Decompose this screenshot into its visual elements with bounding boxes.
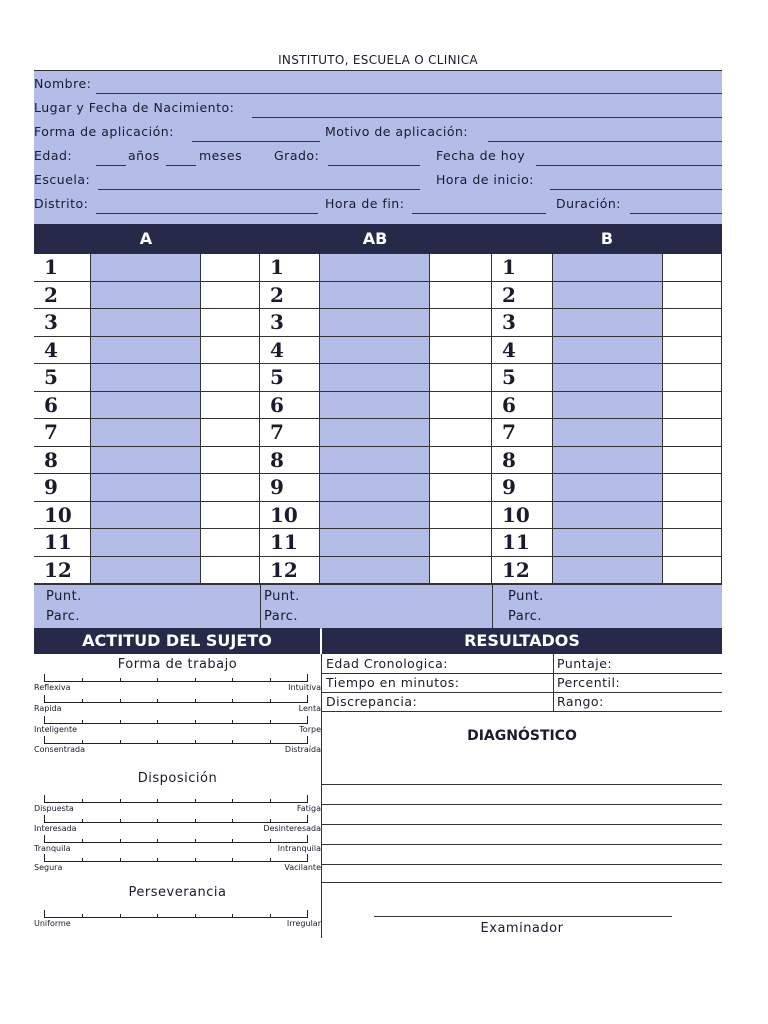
score-cell-ab[interactable]: [430, 447, 492, 475]
score-cell-ab[interactable]: [430, 474, 492, 502]
scale-right-label: Irregular: [286, 919, 321, 928]
scale-tick: [157, 720, 158, 723]
lugar-fecha-label: Lugar y Fecha de Nacimiento:: [34, 100, 235, 115]
score-cell-ab[interactable]: [430, 419, 492, 447]
score-cell-ab[interactable]: [430, 392, 492, 420]
item-number-cell-a: [34, 474, 91, 502]
item-number: 12: [502, 557, 530, 582]
response-cell-b[interactable]: [553, 419, 663, 447]
scale-tick: [157, 699, 158, 702]
anos-field[interactable]: [96, 165, 126, 166]
item-number-cell-b: [492, 254, 553, 282]
punt-label-b: Punt.: [508, 589, 544, 604]
rating-scale[interactable]: [44, 736, 308, 744]
edad-cronologica-label: Edad Cronologica:: [326, 656, 448, 671]
scale-tick: [270, 799, 271, 802]
scale-tick: [120, 699, 121, 702]
scale-tick: [270, 699, 271, 702]
scale-tick: [120, 914, 121, 917]
duracion-label: Duración:: [556, 196, 621, 211]
item-number-cell-a: [34, 392, 91, 420]
item-number: 2: [270, 282, 284, 307]
scale-tick: [195, 819, 196, 822]
item-number-cell-ab: [260, 529, 320, 557]
response-cell-a[interactable]: [91, 419, 201, 447]
fecha-hoy-field[interactable]: [536, 165, 722, 166]
response-cell-ab[interactable]: [320, 254, 430, 282]
hora-fin-field[interactable]: [412, 213, 546, 214]
diagnostico-line-6[interactable]: [322, 882, 722, 883]
score-cell-a[interactable]: [201, 309, 260, 337]
rating-scale[interactable]: [44, 795, 308, 803]
score-cell-a[interactable]: [201, 337, 260, 365]
rating-scale[interactable]: [44, 716, 308, 724]
item-number: 3: [270, 310, 284, 334]
scale-left-label: Reflexiva: [34, 683, 71, 692]
scale-left-label: Consentrada: [34, 745, 86, 754]
item-number-cell-ab: [260, 282, 320, 310]
response-cell-a[interactable]: [91, 474, 201, 502]
response-cell-b[interactable]: [553, 474, 663, 502]
scale-left-label: Segura: [34, 863, 63, 872]
scale-tick: [157, 914, 158, 917]
personal-info-section: [34, 70, 722, 226]
grado-field[interactable]: [328, 165, 420, 166]
escuela-label: Escuela:: [34, 172, 91, 187]
nombre-label: Nombre:: [34, 76, 92, 91]
response-cell-ab[interactable]: [320, 447, 430, 475]
score-cell-ab[interactable]: [430, 529, 492, 557]
scale-tick: [157, 740, 158, 743]
item-number-cell-a: [34, 502, 91, 530]
response-cell-a[interactable]: [91, 337, 201, 365]
scale-tick: [232, 740, 233, 743]
scale-tick: [82, 699, 83, 702]
scale-tick: [232, 819, 233, 822]
scale-tick: [270, 720, 271, 723]
response-cell-ab[interactable]: [320, 474, 430, 502]
item-number: 5: [502, 365, 516, 389]
item-number: 11: [270, 530, 298, 554]
score-cell-a[interactable]: [201, 557, 260, 585]
response-cell-b[interactable]: [553, 309, 663, 337]
item-number: 10: [44, 502, 72, 527]
actitud-header: ACTITUD DEL SUJETO: [34, 628, 320, 654]
partial-scores-row: [34, 584, 722, 629]
score-cell-b[interactable]: [663, 364, 722, 392]
score-cell-ab[interactable]: [430, 502, 492, 530]
scale-tick: [120, 839, 121, 842]
item-number: 6: [502, 392, 516, 417]
item-number-cell-ab: [260, 309, 320, 337]
response-cell-b[interactable]: [553, 337, 663, 365]
perseverancia-title: Perseverancia: [128, 885, 227, 900]
item-number-cell-a: [34, 364, 91, 392]
scale-right-label: Fatiga: [296, 804, 321, 813]
score-cell-b[interactable]: [663, 419, 722, 447]
response-cell-a[interactable]: [91, 447, 201, 475]
diagnostico-line-5[interactable]: [322, 864, 722, 865]
item-number: 7: [270, 420, 284, 444]
score-cell-a[interactable]: [201, 282, 260, 310]
response-cell-b[interactable]: [553, 557, 663, 585]
disposicion-title: Disposición: [137, 771, 218, 786]
score-cell-ab[interactable]: [430, 282, 492, 310]
response-cell-ab[interactable]: [320, 529, 430, 557]
score-cell-b[interactable]: [663, 502, 722, 530]
response-cell-ab[interactable]: [320, 419, 430, 447]
score-cell-b[interactable]: [663, 282, 722, 310]
response-cell-ab[interactable]: [320, 309, 430, 337]
response-cell-a[interactable]: [91, 392, 201, 420]
meses-field[interactable]: [166, 165, 196, 166]
item-number: 2: [44, 282, 58, 307]
scale-right-label: Vacilante: [284, 863, 321, 872]
punt-label-ab: Punt.: [264, 589, 300, 604]
motivo-aplicacion-label: Motivo de aplicación:: [325, 124, 469, 139]
grado-label: Grado:: [274, 148, 320, 163]
item-number: 1: [270, 255, 284, 279]
response-cell-a[interactable]: [91, 529, 201, 557]
response-cell-b[interactable]: [553, 447, 663, 475]
examinador-label: Examinador: [480, 921, 564, 936]
diagnostico-line-2[interactable]: [322, 804, 722, 805]
scale-right-label: Lenta: [298, 704, 321, 713]
item-number: 3: [502, 310, 516, 334]
item-number-cell-b: [492, 282, 553, 310]
scale-tick: [195, 839, 196, 842]
forma-aplicacion-label: Forma de aplicación:: [34, 124, 174, 139]
scale-tick: [270, 839, 271, 842]
score-cell-a[interactable]: [201, 254, 260, 282]
item-number: 7: [44, 420, 58, 444]
scale-tick: [270, 740, 271, 743]
rating-scale[interactable]: [44, 835, 308, 843]
scale-tick: [195, 858, 196, 861]
puntaje-label: Puntaje:: [557, 656, 613, 671]
scale-tick: [195, 699, 196, 702]
column-ab-header: AB: [362, 229, 388, 248]
item-number-cell-a: [34, 447, 91, 475]
scale-tick: [82, 799, 83, 802]
score-cell-b[interactable]: [663, 529, 722, 557]
item-number-cell-a: [34, 254, 91, 282]
response-cell-b[interactable]: [553, 364, 663, 392]
form-title: INSTITUTO, ESCUELA O CLINICA: [278, 53, 478, 67]
item-number-cell-ab: [260, 337, 320, 365]
hora-inicio-label: Hora de inicio:: [436, 172, 534, 187]
item-number: 12: [270, 557, 298, 582]
scale-tick: [82, 740, 83, 743]
response-cell-b[interactable]: [553, 502, 663, 530]
score-cell-b[interactable]: [663, 392, 722, 420]
tiempo-minutos-label: Tiempo en minutos:: [326, 675, 460, 690]
item-number: 9: [502, 475, 516, 499]
rating-scale[interactable]: [44, 815, 308, 823]
diagnostico-line-3[interactable]: [322, 824, 722, 825]
item-number-cell-b: [492, 419, 553, 447]
forma-trabajo-title: Forma de trabajo: [117, 657, 238, 672]
scale-tick: [270, 858, 271, 861]
item-number-cell-b: [492, 474, 553, 502]
scale-tick: [232, 839, 233, 842]
nombre-field[interactable]: [96, 93, 722, 94]
item-number-cell-b: [492, 529, 553, 557]
score-cell-ab[interactable]: [430, 309, 492, 337]
scale-tick: [232, 858, 233, 861]
item-number: 8: [502, 447, 516, 472]
rango-label: Rango:: [557, 694, 604, 709]
item-number: 4: [502, 337, 516, 362]
scale-tick: [195, 720, 196, 723]
item-number: 3: [44, 310, 58, 334]
rating-scale[interactable]: [44, 695, 308, 703]
scale-tick: [82, 858, 83, 861]
item-number: 10: [502, 502, 530, 527]
discrepancia-label: Discrepancia:: [326, 694, 418, 709]
scale-tick: [195, 740, 196, 743]
rating-scale[interactable]: [44, 674, 308, 682]
score-cell-a[interactable]: [201, 364, 260, 392]
item-number: 5: [270, 365, 284, 389]
distrito-field[interactable]: [96, 213, 318, 214]
item-number-cell-a: [34, 529, 91, 557]
scale-right-label: Distraída: [284, 745, 321, 754]
score-cell-b[interactable]: [663, 309, 722, 337]
edad-label: Edad:: [34, 148, 73, 163]
scale-tick: [157, 839, 158, 842]
scale-left-label: Interesada: [34, 824, 77, 833]
parc-label-a: Parc.: [46, 609, 81, 624]
parc-label-b: Parc.: [508, 609, 543, 624]
scale-tick: [82, 839, 83, 842]
item-number-cell-b: [492, 392, 553, 420]
response-cell-b[interactable]: [553, 392, 663, 420]
item-number: 5: [44, 365, 58, 389]
column-b-header: B: [600, 229, 614, 248]
item-number-cell-ab: [260, 474, 320, 502]
score-cell-ab[interactable]: [430, 337, 492, 365]
scale-tick: [120, 858, 121, 861]
item-number: 2: [502, 282, 516, 307]
item-number: 8: [270, 447, 284, 472]
item-number: 8: [44, 447, 58, 472]
response-cell-ab[interactable]: [320, 557, 430, 585]
item-number: 6: [270, 392, 284, 417]
diagnostico-line-1[interactable]: [322, 784, 722, 785]
hora-fin-label: Hora de fin:: [325, 196, 405, 211]
response-cell-ab[interactable]: [320, 337, 430, 365]
item-number-cell-a: [34, 309, 91, 337]
item-number: 7: [502, 420, 516, 444]
item-number-cell-b: [492, 364, 553, 392]
scale-tick: [270, 819, 271, 822]
score-cell-b[interactable]: [663, 474, 722, 502]
item-number-cell-a: [34, 419, 91, 447]
test-form-sheet: [34, 50, 722, 938]
scale-left-label: Uniforme: [34, 919, 71, 928]
scale-tick: [232, 699, 233, 702]
resultados-section: [322, 654, 722, 938]
item-number-cell-ab: [260, 502, 320, 530]
diagnostico-line-4[interactable]: [322, 844, 722, 845]
scale-right-label: Torpe: [299, 725, 321, 734]
scale-tick: [270, 914, 271, 917]
score-cell-b[interactable]: [663, 447, 722, 475]
score-cell-a[interactable]: [201, 529, 260, 557]
item-number-cell-ab: [260, 557, 320, 585]
scale-tick: [232, 799, 233, 802]
scale-tick: [232, 678, 233, 681]
scale-tick: [157, 858, 158, 861]
response-cell-a[interactable]: [91, 254, 201, 282]
scale-right-label: Intranquila: [277, 844, 321, 853]
score-cell-a[interactable]: [201, 419, 260, 447]
scale-tick: [195, 914, 196, 917]
item-number-cell-ab: [260, 364, 320, 392]
scale-tick: [157, 799, 158, 802]
score-cell-ab[interactable]: [430, 557, 492, 585]
anos-label: años: [128, 148, 160, 163]
response-cell-a[interactable]: [91, 502, 201, 530]
scale-right-label: Desinteresada: [263, 824, 321, 833]
scale-tick: [82, 720, 83, 723]
fecha-hoy-label: Fecha de hoy: [436, 148, 526, 163]
item-number-cell-a: [34, 557, 91, 585]
response-cell-b[interactable]: [553, 529, 663, 557]
response-cell-ab[interactable]: [320, 282, 430, 310]
punt-label-a: Punt.: [46, 589, 82, 604]
item-number-cell-ab: [260, 392, 320, 420]
scale-right-label: Intuitiva: [288, 683, 321, 692]
item-number: 6: [44, 392, 58, 417]
score-cell-b[interactable]: [663, 254, 722, 282]
item-number-cell-b: [492, 337, 553, 365]
scale-tick: [270, 678, 271, 681]
item-number: 11: [44, 530, 72, 554]
escuela-field[interactable]: [98, 189, 420, 190]
item-number-cell-ab: [260, 447, 320, 475]
hora-inicio-field[interactable]: [550, 189, 722, 190]
rating-scale[interactable]: [44, 854, 308, 862]
item-number: 9: [44, 475, 58, 499]
scale-left-label: Rapida: [34, 704, 62, 713]
duracion-field[interactable]: [630, 213, 722, 214]
lugar-fecha-field[interactable]: [252, 117, 722, 118]
item-number: 9: [270, 475, 284, 499]
response-cell-ab[interactable]: [320, 392, 430, 420]
meses-label: meses: [199, 148, 243, 163]
response-cell-b[interactable]: [553, 282, 663, 310]
item-number: 12: [44, 557, 72, 582]
item-number-cell-b: [492, 502, 553, 530]
scale-tick: [120, 799, 121, 802]
response-cell-a[interactable]: [91, 364, 201, 392]
score-grid: [34, 254, 722, 584]
item-number: 4: [44, 337, 58, 362]
item-number-cell-b: [492, 557, 553, 585]
item-number: 1: [502, 255, 516, 279]
item-number-cell-ab: [260, 419, 320, 447]
response-cell-ab[interactable]: [320, 364, 430, 392]
parc-label-ab: Parc.: [264, 609, 299, 624]
item-number-cell-a: [34, 282, 91, 310]
response-cell-a[interactable]: [91, 557, 201, 585]
motivo-aplicacion-field[interactable]: [488, 141, 722, 142]
examinador-signature-line[interactable]: [374, 916, 672, 917]
scale-tick: [232, 914, 233, 917]
rating-scale[interactable]: [44, 910, 308, 918]
scale-tick: [120, 678, 121, 681]
response-cell-b[interactable]: [553, 254, 663, 282]
response-cell-ab[interactable]: [320, 502, 430, 530]
distrito-label: Distrito:: [34, 196, 89, 211]
scale-tick: [82, 678, 83, 681]
scale-tick: [82, 914, 83, 917]
scale-left-label: Tranquila: [34, 844, 71, 853]
column-a-header: A: [139, 229, 153, 248]
score-cell-a[interactable]: [201, 502, 260, 530]
scale-tick: [195, 678, 196, 681]
response-cell-a[interactable]: [91, 309, 201, 337]
scale-left-label: Dispuesta: [34, 804, 74, 813]
scale-tick: [82, 819, 83, 822]
item-number-cell-b: [492, 447, 553, 475]
resultados-header: RESULTADOS: [322, 628, 722, 654]
scale-tick: [195, 799, 196, 802]
scale-tick: [157, 678, 158, 681]
scale-left-label: Inteligente: [34, 725, 78, 734]
item-number: 10: [270, 502, 298, 527]
item-number: 11: [502, 530, 530, 554]
score-cell-a[interactable]: [201, 474, 260, 502]
forma-aplicacion-field[interactable]: [192, 141, 320, 142]
score-cell-ab[interactable]: [430, 254, 492, 282]
score-cell-b[interactable]: [663, 337, 722, 365]
score-cell-ab[interactable]: [430, 364, 492, 392]
item-number: 4: [270, 337, 284, 362]
item-number-cell-a: [34, 337, 91, 365]
actitud-section: [34, 654, 322, 938]
response-cell-a[interactable]: [91, 282, 201, 310]
item-number: 1: [44, 255, 58, 279]
percentil-label: Percentil:: [557, 675, 621, 690]
scale-tick: [120, 720, 121, 723]
score-cell-a[interactable]: [201, 447, 260, 475]
scale-tick: [157, 819, 158, 822]
item-number-cell-ab: [260, 254, 320, 282]
scale-tick: [120, 740, 121, 743]
scale-tick: [232, 720, 233, 723]
item-number-cell-b: [492, 309, 553, 337]
diagnostico-title: DIAGNÓSTICO: [467, 728, 577, 744]
scale-tick: [120, 819, 121, 822]
score-cell-b[interactable]: [663, 557, 722, 585]
score-columns-header: [34, 224, 722, 254]
score-cell-a[interactable]: [201, 392, 260, 420]
